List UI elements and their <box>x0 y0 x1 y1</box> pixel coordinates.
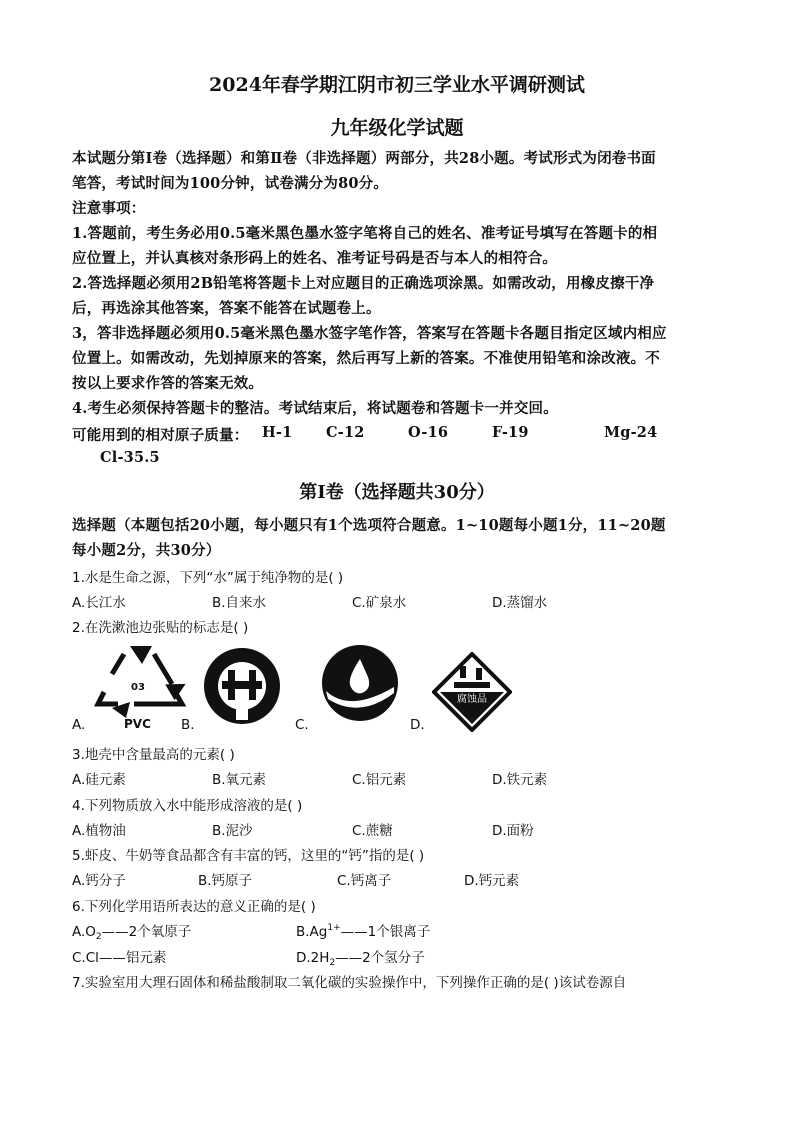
q3-option-a: A.硅元素 <box>72 772 126 788</box>
q1-stem: 1.水是生命之源，下列“水”属于纯净物的是( ) <box>72 570 344 586</box>
atomic-mass-mg: Mg-24 <box>604 424 658 441</box>
notice-1a: 1.答题前，考生务必用0.5毫米黑色墨水签字笔将自己的姓名、准考证号填写在答题卡的相 <box>72 225 658 242</box>
intro-line-1: 本试题分第Ⅰ卷（选择题）和第Ⅱ卷（非选择题）两部分，共28小题。考试形式为闭卷书面 <box>72 150 656 167</box>
notice-heading: 注意事项： <box>72 200 146 217</box>
atomic-mass-o: O-16 <box>408 424 449 441</box>
section-1-desc-1: 选择题（本题包括20小题，每小题只有1个选项符合题意。1~10题每小题1分，11~20题 <box>72 517 666 534</box>
atomic-mass-h: H-1 <box>262 424 293 441</box>
q2-option-a: A. <box>72 717 86 733</box>
exam-title: 2024年春学期江阴市初三学业水平调研测试 <box>209 74 585 96</box>
q5-option-d: D.钙元素 <box>464 873 520 889</box>
q3-stem: 3.地壳中含量最高的元素( ) <box>72 747 235 763</box>
notice-3b: 位置上。如需改动，先划掉原来的答案，然后再写上新的答案。不准使用铅笔和涂改液。不 <box>72 350 660 367</box>
q4-stem: 4.下列物质放入水中能形成溶液的是( ) <box>72 798 303 814</box>
q6-option-d: $D.2H_2——2$个氢分子 <box>296 950 425 968</box>
q6-option-a: $A.O_2——2$个氧原子 <box>72 924 192 942</box>
notice-2a: 2.答选择题必须用2B铅笔将答题卡上对应题目的正确选项涂黑。如需改动，用橡皮擦干净 <box>72 275 655 292</box>
q2-option-c: C. <box>295 717 309 733</box>
q2-option-b: B. <box>181 717 195 733</box>
q1-option-c: C.矿泉水 <box>352 595 407 611</box>
section-1-title: 第Ⅰ卷（选择题共30分） <box>299 482 495 503</box>
q2-option-d: D. <box>410 717 425 733</box>
water-drop-emblem-icon <box>320 643 400 723</box>
section-1-desc-2: 每小题2分，共30分） <box>72 542 221 559</box>
q4-option-a: A.植物油 <box>72 823 126 839</box>
notice-1b: 应位置上，并认真核对条形码上的姓名、准考证号码是否与本人的相符合。 <box>72 250 558 267</box>
atomic-mass-f: F-19 <box>492 424 529 441</box>
q5-option-b: B.钙原子 <box>198 873 253 889</box>
notice-4: 4.考生必须保持答题卡的整洁。考试结束后，将试题卷和答题卡一并交回。 <box>72 400 558 417</box>
q4-option-d: D.面粉 <box>492 823 534 839</box>
q1-option-a: A.长江水 <box>72 595 126 611</box>
q4-option-c: C.蔗糖 <box>352 823 393 839</box>
q6-option-b: $B.Ag^{1+}——1$个银离子 <box>296 923 431 940</box>
notice-3c: 按以上要求作答的答案无效。 <box>72 375 264 392</box>
atomic-mass-cl: Cl-35.5 <box>100 449 160 466</box>
recycling-pvc-icon <box>94 642 190 734</box>
q3-option-b: B.氧元素 <box>212 772 267 788</box>
q2-stem: 2.在洗漱池边张贴的标志是( ) <box>72 620 249 636</box>
q3-option-d: D.铁元素 <box>492 772 548 788</box>
recycle-label: PVC <box>124 717 151 731</box>
atomic-mass-c: C-12 <box>326 424 365 441</box>
notice-3a: 3，答非选择题必须用0.5毫米黑色墨水签字笔作答，答案写在答题卡各题目指定区域内相应 <box>72 325 667 342</box>
q1-option-b: B.自来水 <box>212 595 267 611</box>
q6-option-c: C.Cl——铝元素 <box>72 950 167 966</box>
q6-stem: 6.下列化学用语所表达的意义正确的是( ) <box>72 899 316 915</box>
q7-stem: 7.实验室用大理石固体和稀盐酸制取二氧化碳的实验操作中，下列操作正确的是( )该试卷源自 <box>72 975 627 991</box>
exam-subtitle: 九年级化学试题 <box>330 117 464 139</box>
q5-option-c: C.钙离子 <box>337 873 392 889</box>
atomic-mass-label: 可能用到的相对原子质量： <box>72 427 249 444</box>
corrosive-label: 腐蚀品 <box>457 694 487 705</box>
q3-option-c: C.铝元素 <box>352 772 407 788</box>
intro-line-2: 笔答，考试时间为100分钟，试卷满分为80分。 <box>72 175 389 192</box>
corrosive-hazard-icon <box>432 652 512 732</box>
q5-stem: 5.虾皮、牛奶等食品都含有丰富的钙，这里的“钙”指的是( ) <box>72 848 425 864</box>
notice-2b: 后，再选涂其他答案，答案不能答在试题卷上。 <box>72 300 381 317</box>
q4-option-b: B.泥沙 <box>212 823 253 839</box>
water-saving-emblem-icon <box>202 646 282 726</box>
q1-option-d: D.蒸馏水 <box>492 595 548 611</box>
q5-option-a: A.钙分子 <box>72 873 126 889</box>
recycle-number: 03 <box>131 682 145 693</box>
